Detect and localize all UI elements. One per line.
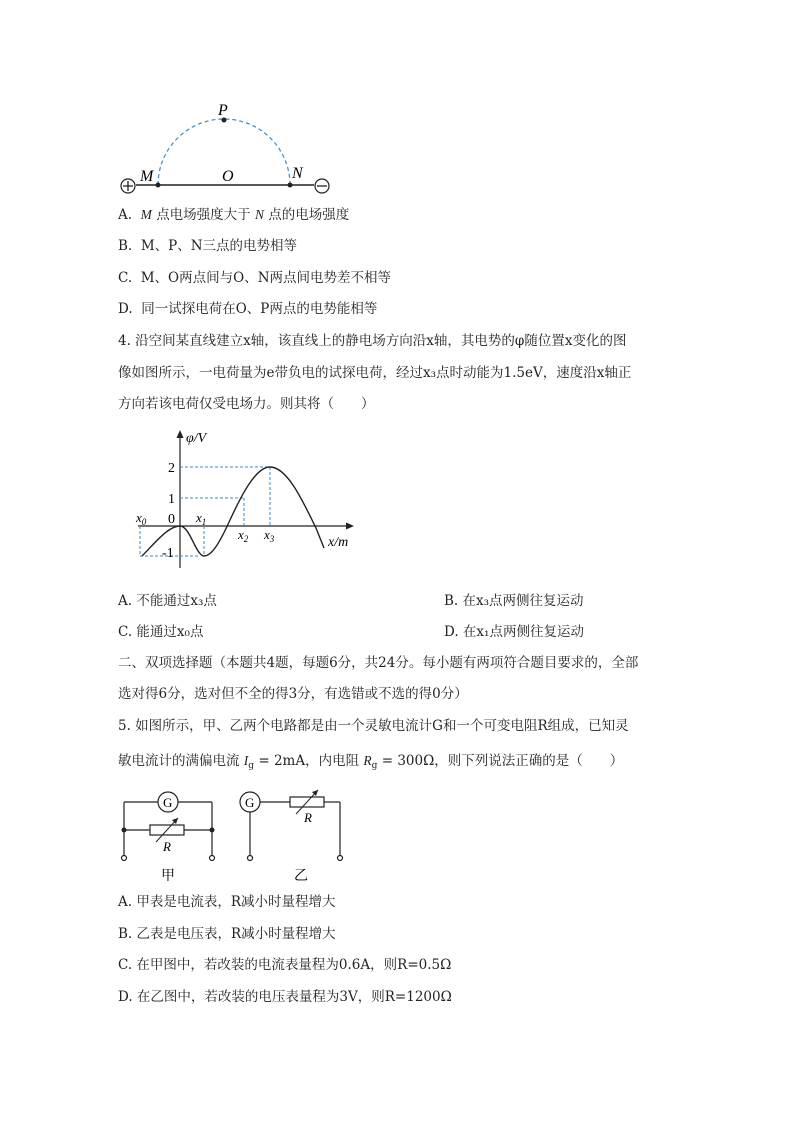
label-x2: $x_2$	[238, 527, 249, 544]
q4-stem-line1: 4. 沿空间某直线建立x轴，该直线上的静电场方向沿x轴，其电势的φ随位置x变化的图	[118, 333, 627, 349]
label-x0: $x_0$	[136, 510, 147, 527]
label-m: M	[140, 168, 154, 185]
point-m	[156, 183, 161, 188]
label-x1: $x_1$	[196, 510, 207, 527]
q4-option-b[interactable]: B. 在x₃点两侧往复运动	[444, 593, 584, 609]
q5-option-a[interactable]: A. 甲表是电流表，R减小时量程增大	[118, 894, 336, 910]
svg-text:G: G	[163, 795, 173, 810]
q3-option-c[interactable]: C. M、O两点间与O、N两点间电势差不相等	[118, 270, 392, 286]
q5-option-b[interactable]: B. 乙表是电压表，R减小时量程增大	[118, 926, 336, 942]
q3-option-b[interactable]: B. M、P、N三点的电势相等	[118, 238, 298, 254]
terminal-right-jia	[210, 856, 215, 861]
q5-option-c[interactable]: C. 在甲图中，若改装的电流表量程为0.6A，则R=0.5Ω	[118, 957, 452, 973]
potential-graph	[130, 424, 365, 574]
y-axis-label: φ/V	[186, 431, 207, 446]
section2-heading-line1: 二、双项选择题（本题共4题，每题6分，共24分。每小题有两项符合题目要求的，全部	[118, 655, 639, 671]
q3-option-d[interactable]: D. 同一试探电荷在O、P两点的电势能相等	[118, 301, 378, 317]
circuit-diagrams	[112, 786, 362, 886]
label-yi: 乙	[294, 869, 308, 884]
x-axis-label: x/m	[328, 535, 349, 550]
svg-text:G: G	[245, 795, 255, 810]
galvanometer-icon	[158, 792, 178, 812]
negative-charge-icon	[315, 179, 329, 193]
circuit-jia	[122, 792, 215, 884]
circuit-yi	[240, 790, 343, 884]
section2-heading-line2: 选对得6分，选对但不全的得3分，有选错或不选的得0分）	[118, 686, 468, 702]
terminal-left-yi	[248, 856, 253, 861]
terminal-left-jia	[122, 856, 127, 861]
galvanometer-icon	[240, 792, 260, 812]
q4-option-a[interactable]: A. 不能通过x₃点	[118, 593, 217, 609]
label-n: N	[292, 165, 303, 182]
label-o: O	[222, 168, 234, 185]
q5-option-d[interactable]: D. 在乙图中，若改装的电压表量程为3V，则R=1200Ω	[118, 989, 452, 1005]
positive-charge-icon	[121, 179, 135, 193]
label-jia: 甲	[161, 869, 175, 884]
ytick-2: 2	[168, 461, 175, 476]
point-n	[288, 183, 293, 188]
q5-stem-line2: 敏电流计的满偏电流 $I_g = 2mA$，内电阻 $R_g = 300\Omega$，则下列说法正确的是（ ）	[118, 753, 624, 771]
ytick-1: 1	[168, 492, 175, 507]
label-r-jia: R	[163, 839, 171, 854]
q4-stem-line3: 方向若该电荷仅受电场力。则其将（ ）	[118, 396, 375, 412]
terminal-right-yi	[338, 856, 343, 861]
label-x3: $x_3$	[264, 527, 275, 544]
label-r-yi: R	[304, 810, 312, 825]
q4-stem-line2: 像如图所示，一电荷量为e带负电的试探电荷，经过x₃点时动能为1.5eV，速度沿x轴正	[118, 365, 632, 381]
q4-option-d[interactable]: D. 在x₁点两侧往复运动	[444, 624, 584, 640]
ytick-neg1: -1	[162, 546, 174, 561]
label-p: P	[218, 102, 228, 119]
q5-stem-line1: 5. 如图所示，甲、乙两个电路都是由一个灵敏电流计G和一个可变电阻R组成，已知灵	[118, 718, 629, 734]
q3-option-a[interactable]: A. M 点电场强度大于 N 点的电场强度	[118, 207, 350, 223]
ytick-0: 0	[168, 512, 175, 527]
x-axis-arrow-icon	[346, 523, 354, 530]
y-axis-arrow-icon	[177, 430, 184, 438]
field-diagram	[112, 98, 342, 198]
q4-option-c[interactable]: C. 能通过x₀点	[118, 624, 204, 640]
